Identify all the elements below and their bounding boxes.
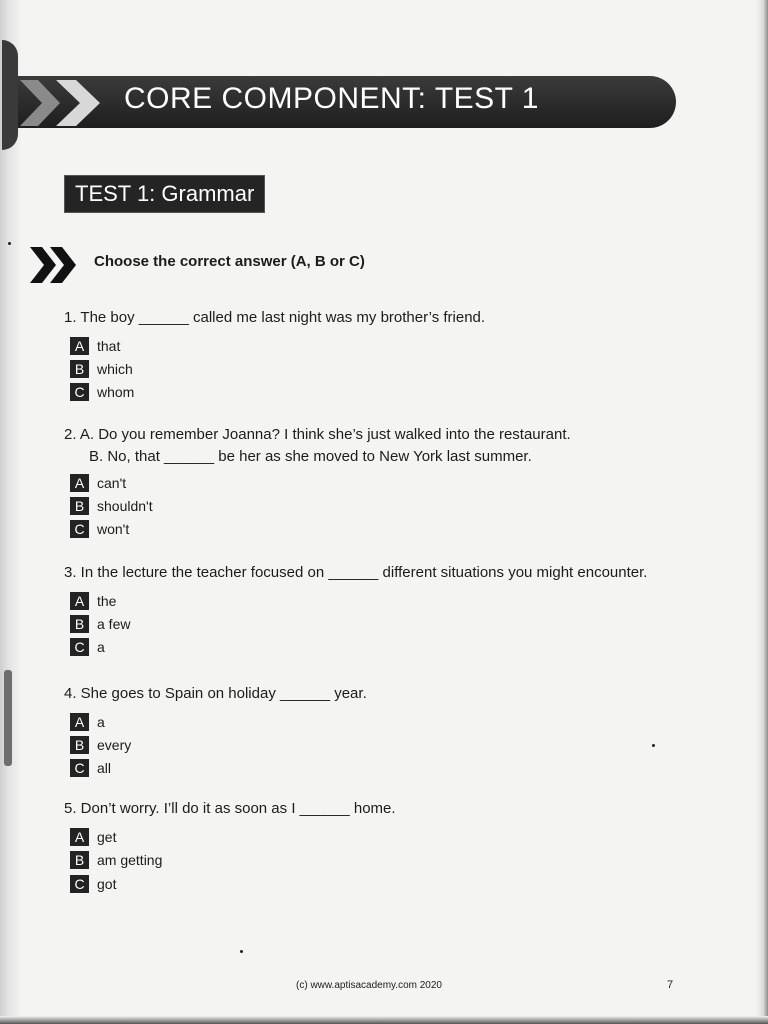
answer-option[interactable]	[70, 851, 162, 869]
book-spine-shadow	[2, 40, 18, 150]
scan-speck	[240, 950, 243, 953]
answer-option[interactable]	[70, 638, 105, 656]
option-text: all	[97, 760, 112, 776]
option-text: can't	[97, 475, 127, 491]
option-letter-badge: B	[70, 615, 89, 633]
option-text: won't	[97, 521, 130, 537]
answer-option[interactable]	[70, 615, 130, 633]
question-text: 5. Don’t worry. I’ll do it as soon as I ______ home.	[64, 800, 396, 817]
option-letter-badge: C	[70, 875, 89, 893]
double-chevron-icon	[20, 80, 110, 126]
question-text: 2. A. Do you remember Joanna? I think she’s just walked into the restaurant.	[64, 426, 571, 443]
option-letter-badge: B	[70, 851, 89, 869]
option-text: a	[97, 714, 105, 730]
option-text: that	[97, 338, 121, 354]
answer-option[interactable]	[70, 713, 105, 731]
scan-speck	[652, 744, 655, 747]
scan-left-edge	[0, 0, 22, 1024]
answer-option[interactable]	[70, 592, 116, 610]
option-letter-badge: C	[70, 759, 89, 777]
scan-bottom-edge	[0, 1016, 768, 1024]
answer-option[interactable]	[70, 828, 116, 846]
page-title: CORE COMPONENT: TEST 1	[124, 82, 539, 115]
answer-option[interactable]	[70, 875, 116, 893]
option-text: a	[97, 639, 105, 655]
page-number: 7	[667, 979, 674, 991]
option-letter-badge: A	[70, 474, 89, 492]
option-letter-badge: A	[70, 713, 89, 731]
option-letter-badge: C	[70, 638, 89, 656]
question-text: 4. She goes to Spain on holiday ______ year.	[64, 685, 367, 702]
option-letter-badge: C	[70, 383, 89, 401]
section-title: TEST 1: Grammar	[64, 175, 265, 213]
option-letter-badge: B	[70, 736, 89, 754]
binding-mark	[4, 670, 12, 766]
question-text: 1. The boy ______ called me last night was my brother’s friend.	[64, 309, 486, 326]
answer-option[interactable]	[70, 474, 126, 492]
answer-option[interactable]	[70, 337, 120, 355]
answer-option[interactable]	[70, 759, 111, 777]
option-letter-badge: C	[70, 520, 89, 538]
answer-option[interactable]	[70, 360, 133, 378]
option-letter-badge: A	[70, 337, 89, 355]
option-letter-badge: B	[70, 360, 89, 378]
option-letter-badge: A	[70, 828, 89, 846]
option-text: whom	[97, 384, 135, 400]
instruction-text: Choose the correct answer (A, B or C)	[94, 253, 365, 270]
answer-option[interactable]	[70, 497, 153, 515]
option-letter-badge: B	[70, 497, 89, 515]
scan-right-edge	[756, 0, 768, 1024]
option-text: a few	[97, 616, 131, 632]
option-text: shouldn't	[97, 498, 153, 514]
option-text: which	[97, 361, 133, 377]
option-text: am getting	[97, 852, 163, 868]
answer-option[interactable]	[70, 520, 129, 538]
option-text: the	[97, 593, 117, 609]
answer-option[interactable]	[70, 736, 131, 754]
option-text: get	[97, 829, 117, 845]
option-text: every	[97, 737, 132, 753]
footer-copyright: (c) www.aptisacademy.com 2020	[296, 980, 442, 991]
scan-speck	[8, 242, 11, 245]
double-chevron-icon	[30, 247, 80, 283]
question-text: 3. In the lecture the teacher focused on ______ different situations you might encounter.	[64, 564, 648, 581]
question-text: B. No, that ______ be her as she moved to New York last summer.	[89, 448, 532, 465]
answer-option[interactable]	[70, 383, 134, 401]
option-text: got	[97, 876, 117, 892]
option-letter-badge: A	[70, 592, 89, 610]
